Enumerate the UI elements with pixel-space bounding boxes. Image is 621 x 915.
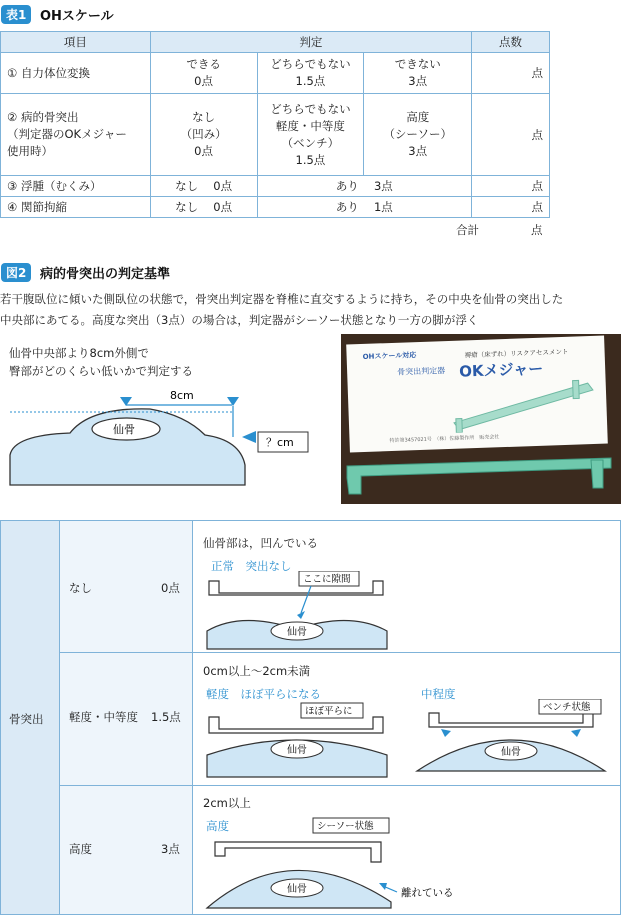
bench-arrow-right-icon <box>571 729 581 737</box>
arrow-left-icon <box>242 431 256 443</box>
card-type: 骨突出判定器 <box>397 366 446 377</box>
diagram-caption-1: 仙骨中央部より8cm外側で <box>9 346 149 360</box>
row2-c1: なし （凹み） 0点 <box>150 94 257 176</box>
row-moderate-diagram <box>411 699 611 779</box>
row3-c1: なし 0点 <box>150 176 257 197</box>
figure2-badge: 図2 <box>1 263 31 282</box>
row-mild-heading: 0cm以上～2cm未満 <box>203 664 311 678</box>
category-label: 骨突出 <box>9 712 44 726</box>
header-score: 点数 <box>472 32 550 53</box>
oh-scale-table <box>0 31 550 218</box>
row2-c2: どちらでもない 軽度・中等度 （ベンチ） 1.5点 <box>257 94 364 176</box>
ok-measure-card <box>346 336 608 453</box>
total-score: 点 <box>531 223 543 237</box>
row-severe-note: 離れている <box>401 887 454 899</box>
table1-badge: 表1 <box>1 5 31 24</box>
diagram-sacrum-label: 仙骨 <box>113 423 135 436</box>
row-none-label: なし <box>69 581 92 595</box>
ok-measure-device <box>341 448 621 504</box>
row-mild-callout: ほぼ平らに <box>305 706 353 717</box>
row1-item: ① 自力体位変換 <box>1 53 151 94</box>
row-moderate-sacrum: 仙骨 <box>501 747 521 758</box>
row-severe-callout: シーソー状態 <box>317 821 374 832</box>
body-diagram <box>0 385 320 495</box>
row-none-heading: 仙骨部は，凹んでいる <box>203 536 318 550</box>
row-mild-score: 1.5点 <box>151 710 181 724</box>
row-none-callout: ここに隙間 <box>303 574 351 585</box>
row2-c3: 高度 （シーソー） 3点 <box>364 94 472 176</box>
row-moderate-callout: ベンチ状態 <box>543 702 591 713</box>
row2-item: ② 病的骨突出 （判定器のOKメジャー 使用時） <box>1 94 151 176</box>
protrusion-criteria-table <box>0 520 621 915</box>
row3-item: ③ 浮腫（むくみ） <box>1 176 151 197</box>
card-measure-illustration <box>448 378 600 433</box>
row4-item: ④ 関節拘縮 <box>1 197 151 218</box>
row4-c2: あり 1点 <box>257 197 472 218</box>
table1-title: OHスケール <box>40 9 114 24</box>
row-mild-diagram <box>201 699 401 779</box>
row-severe-sublabel: 高度 <box>206 819 229 833</box>
row1-c1: できる 0点 <box>150 53 257 94</box>
row1-c2: どちらでもない 1.5点 <box>257 53 364 94</box>
card-title: OKメジャー <box>458 359 544 381</box>
figure2-title: 病的骨突出の判定基準 <box>40 267 171 282</box>
card-sub: 褥瘡（床ずれ）リスクアセスメント <box>464 347 569 360</box>
header-judgement: 判定 <box>150 32 471 53</box>
row-none-sublabel: 正常 突出なし <box>211 559 292 573</box>
row4-c1: なし 0点 <box>150 197 257 218</box>
ok-measure-photo <box>341 334 621 504</box>
figure2-paragraph-1: 若干腹臥位に傾いた側臥位の状態で，骨突出判定器を脊椎に直交するように持ち，その中央を仙骨の突出した <box>0 292 564 306</box>
row-moderate-sublabel: 中程度 <box>421 687 456 701</box>
card-footer: 特許第3457021号 （株）佐藤製作所 販売会社 <box>389 434 500 445</box>
row-mild-sacrum: 仙骨 <box>287 745 307 756</box>
row-severe-label: 高度 <box>69 842 92 856</box>
row-severe-heading: 2cm以上 <box>203 796 251 810</box>
bench-arrow-left-icon <box>441 729 451 737</box>
row-mild-sublabel: 軽度 ほぼ平らになる <box>206 687 321 701</box>
row3-score: 点 <box>472 176 550 197</box>
row1-c3: できない 3点 <box>364 53 472 94</box>
header-item: 項目 <box>1 32 151 53</box>
diagram-caption-2: 臀部がどのくらい低いかで判定する <box>9 364 193 378</box>
distance-label: 8cm <box>170 389 194 402</box>
row-none-score: 0点 <box>161 581 180 595</box>
total-label: 合計 <box>456 223 479 237</box>
figure2-paragraph-2: 中央部にあてる。高度な突出（3点）の場合は，判定器がシーソー状態となり一方の脚が浮く <box>0 313 479 327</box>
row4-score: 点 <box>472 197 550 218</box>
card-brand: OHスケール対応 <box>362 351 417 361</box>
row-none-diagram <box>201 571 401 651</box>
lifted-arrow-icon <box>379 883 387 890</box>
row-mild-label: 軽度・中等度 <box>69 710 138 724</box>
row2-score: 点 <box>472 94 550 176</box>
row-severe-diagram <box>201 816 471 911</box>
question-label: ？cm <box>266 436 294 449</box>
row-none-sacrum: 仙骨 <box>287 627 307 638</box>
row-severe-score: 3点 <box>161 842 180 856</box>
row1-score: 点 <box>472 53 550 94</box>
row-severe-sacrum: 仙骨 <box>287 884 307 895</box>
row3-c2: あり 3点 <box>257 176 472 197</box>
